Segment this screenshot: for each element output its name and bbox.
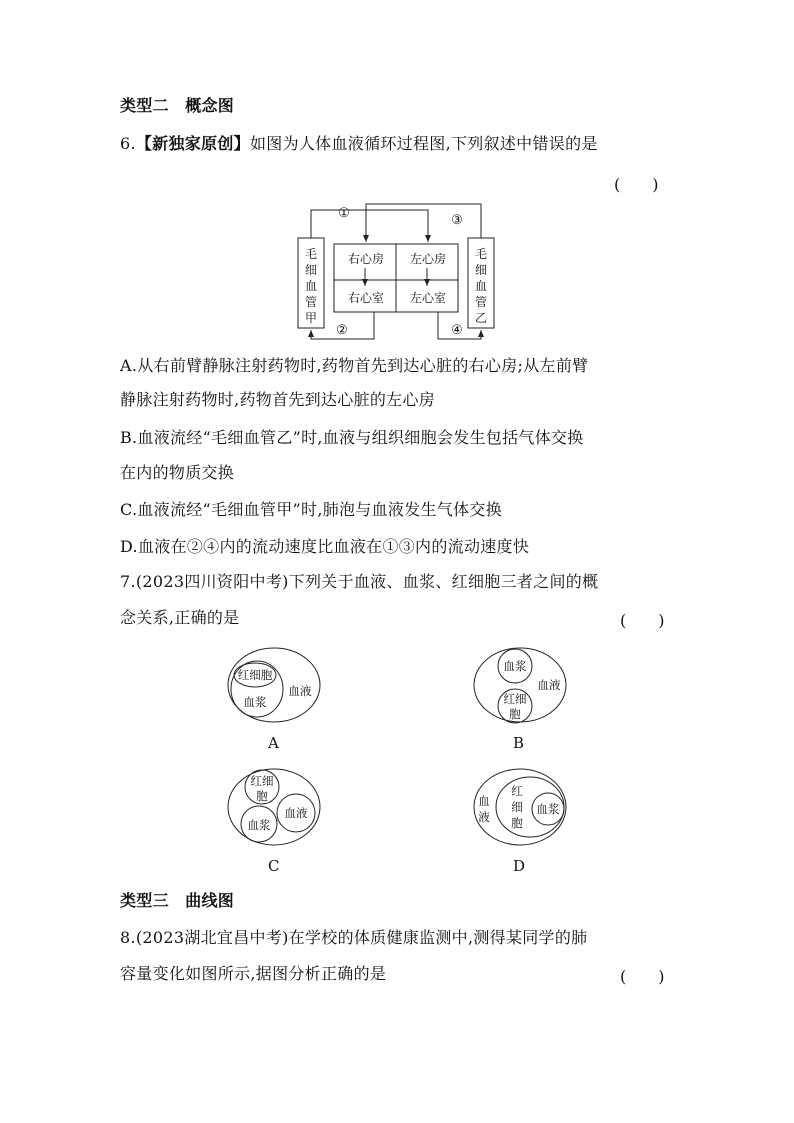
question-8-line2: 容量变化如图所示,据图分析正确的是 [120,964,387,983]
question-7-answer-paren: ( ) [620,611,665,630]
venn-b-blood-label: 血液 [537,678,561,692]
venn-c-option-label: C [268,857,280,875]
section-heading-type3: 类型三 曲线图 [120,891,235,910]
question-6-tag: 【新独家原创】 [135,134,250,153]
cap-right-char-5: 乙 [474,311,488,325]
venn-d-cell-label-1: 红 [511,784,523,798]
right-ventricle-label: 右心室 [347,291,385,305]
question-8-answer-paren: ( ) [620,967,665,986]
cap-right-char-2: 细 [474,263,488,277]
option-6a-line1: A.从右前臂静脉注射药物时,药物首先到达心脏的右心房;从左前臂 [120,356,589,375]
option-6b-line1: B.血液流经“毛细血管乙”时,血液与组织细胞会发生包括气体交换 [120,428,584,447]
option-6a-line2: 静脉注射药物时,药物首先到达心脏的左心房 [120,390,436,409]
cap-right-char-1: 毛 [474,247,488,261]
vessel-2-label: ② [336,323,348,338]
venn-b-plasma-label: 血浆 [503,659,527,673]
venn-a-option-label: A [268,734,279,752]
venn-d-plasma-label: 血浆 [536,802,560,816]
question-7-line2: 念关系,正确的是 [120,608,240,627]
question-7-line1: 7.(2023四川资阳中考)下列关于血液、血浆、红细胞三者之间的概 [120,572,599,591]
left-ventricle-label: 左心室 [409,291,447,305]
cap-left-char-4: 管 [304,295,318,309]
venn-b-cell-label-2: 胞 [509,707,521,721]
cap-right-char-4: 管 [474,295,488,309]
venn-a-cell-label: 红细胞 [237,668,273,682]
cap-left-char-2: 细 [304,263,318,277]
venn-c-cell-label-1: 红细 [250,774,274,788]
cap-left-char-3: 血 [304,279,318,293]
venn-d-option-label: D [513,857,526,875]
circulation-diagram [290,196,502,344]
venn-a-blood-label: 血液 [288,684,312,698]
vessel-1 [311,210,428,242]
cap-right-char-3: 血 [474,279,488,293]
option-6d: D.血液在②④内的流动速度比血液在①③内的流动速度快 [120,537,530,556]
venn-b-option-label: B [513,734,525,752]
venn-d-blood-label-1: 血 [478,794,490,808]
venn-b-cell-label-1: 红细 [503,692,527,706]
venn-figure-a [224,645,324,725]
question-6-number: 6. [120,134,136,153]
venn-c-blood-label: 血液 [284,806,308,820]
section-heading-type2: 类型二 概念图 [120,96,235,115]
venn-d-cell-label-3: 胞 [511,816,523,830]
question-6-answer-paren: ( ) [614,175,659,194]
venn-figure-d [470,765,570,849]
question-8-line1: 8.(2023湖北宜昌中考)在学校的体质健康监测中,测得某同学的肺 [120,928,588,947]
question-6-text: 如图为人体血液循环过程图,下列叙述中错误的是 [249,134,598,153]
venn-figure-c [224,765,324,849]
venn-c-plasma-label: 血浆 [247,818,271,832]
venn-d-cell-label-2: 细 [511,800,523,814]
vessel-3-label: ③ [451,213,463,228]
cap-left-char-1: 毛 [304,247,318,261]
vessel-1-label: ① [338,206,350,221]
cap-left-char-5: 甲 [304,311,318,325]
venn-figure-b [470,645,570,725]
venn-d-blood-label-2: 液 [478,810,490,824]
left-atrium-label: 左心房 [409,252,447,266]
venn-c-cell-label-2: 胞 [256,789,268,803]
option-6b-line2: 在内的物质交换 [120,463,235,482]
right-atrium-label: 右心房 [347,252,385,266]
option-6c: C.血液流经“毛细血管甲”时,肺泡与血液发生气体交换 [120,500,503,519]
vessel-4-label: ④ [451,323,463,338]
venn-a-plasma-label: 血浆 [243,695,267,709]
question-6-stem [120,134,598,154]
